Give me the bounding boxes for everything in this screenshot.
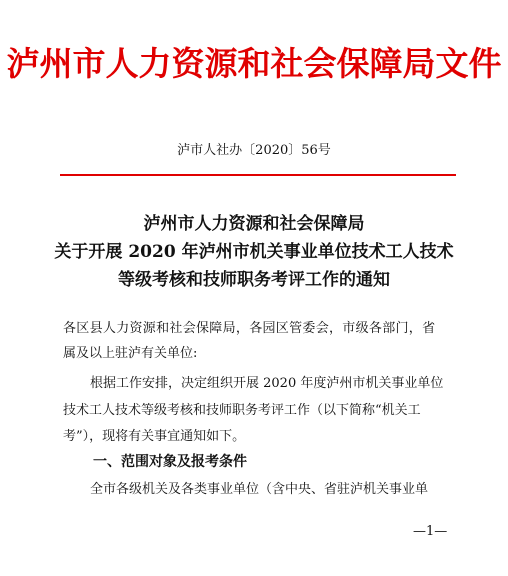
document-number: 泸市人社办〔2020〕56号 [177, 143, 331, 158]
addressee-line-1: 各区县人力资源和社会保障局，各园区管委会，市级各部门，省 [63, 321, 436, 336]
paragraph-1-line-1: 根据工作安排，决定组织开展 2020 年度泸州市机关事业单位 [90, 376, 444, 391]
page-number: —1— [413, 524, 448, 539]
paragraph-1-line-3: 考”），现将有关事宜通知如下。 [63, 429, 246, 444]
title-line-3: 等级考核和技师职务考评工作的通知 [118, 270, 390, 290]
red-separator-line [60, 174, 456, 176]
notice-title [0, 210, 508, 294]
section-1-line-1: 全市各级机关及各类事业单位（含中央、省驻泸机关事业单 [90, 482, 429, 497]
title-line-2: 关于开展 2020 年泸州市机关事业单位技术工人技术 [54, 242, 454, 262]
paragraph-1-line-2: 技术工人技术等级考核和技师职务考评工作（以下简称“机关工 [63, 403, 421, 418]
addressee-line-2: 属及以上驻泸有关单位: [63, 346, 198, 361]
section-1-heading: 一、范围对象及报考条件 [93, 454, 247, 470]
title-line-1: 泸州市人力资源和社会保障局 [143, 214, 365, 234]
document-masthead: 泸州市人力资源和社会保障局文件 [6, 44, 502, 83]
